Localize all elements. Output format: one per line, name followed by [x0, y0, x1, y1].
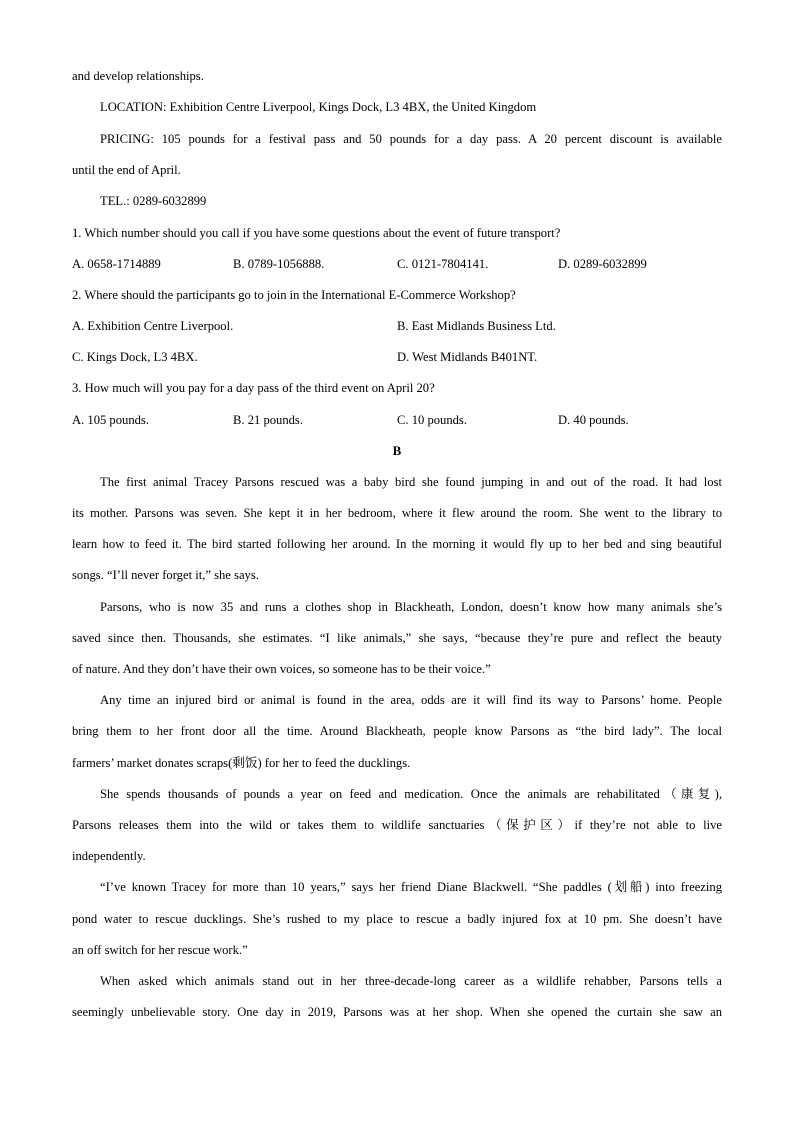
- event-pricing-line-1: PRICING: 105 pounds for a festival pass and 50 pounds for a day pass. A 20 percent discount is available: [100, 132, 722, 146]
- passage-b-line: pond water to rescue ducklings. She’s rushed to my place to rescue a badly injured fox at 10 pm. She doesn’t have: [72, 912, 722, 926]
- passage-b-line: The first animal Tracey Parsons rescued was a baby bird she found jumping in and out of the road. It had lost: [100, 475, 722, 489]
- passage-b-line: learn how to feed it. The bird started following her around. In the morning it would fly up to her bed and sing beautiful: [72, 537, 722, 551]
- passage-b-line: Any time an injured bird or animal is found in the area, odds are it will find its way to Parsons’ home. People: [100, 693, 722, 707]
- question-2-stem: 2. Where should the participants go to join in the International E-Commerce Workshop?: [72, 288, 516, 302]
- passage-a-continuation: and develop relationships.: [72, 69, 204, 83]
- question-1-option-c[interactable]: C. 0121-7804141.: [397, 257, 489, 271]
- event-location: LOCATION: Exhibition Centre Liverpool, Kings Dock, L3 4BX, the United Kingdom: [100, 100, 537, 114]
- passage-b-line: She spends thousands of pounds a year on feed and medication. Once the animals are rehabilitated（康复),: [100, 787, 722, 801]
- question-2-option-c[interactable]: C. Kings Dock, L3 4BX.: [72, 350, 198, 364]
- passage-b-line: Parsons, who is now 35 and runs a clothes shop in Blackheath, London, doesn’t know how many animals she’s: [100, 600, 722, 614]
- passage-b-line: bring them to her front door all the time. Around Blackheath, people know Parsons as “the bird lady”. The local: [72, 724, 722, 738]
- event-telephone: TEL.: 0289-6032899: [100, 194, 207, 208]
- question-3-option-b[interactable]: B. 21 pounds.: [233, 413, 303, 427]
- passage-b-line: When asked which animals stand out in her three-decade-long career as a wildlife rehabber, Parsons tells a: [100, 974, 722, 988]
- question-1-option-d[interactable]: D. 0289-6032899: [558, 257, 647, 271]
- event-pricing-line-2: until the end of April.: [72, 163, 181, 177]
- passage-b-line: independently.: [72, 849, 146, 863]
- question-3-stem: 3. How much will you pay for a day pass of the third event on April 20?: [72, 381, 435, 395]
- question-3-option-c[interactable]: C. 10 pounds.: [397, 413, 467, 427]
- question-1-option-a[interactable]: A. 0658-1714889: [72, 257, 161, 271]
- question-2-option-d[interactable]: D. West Midlands B401NT.: [397, 350, 538, 364]
- section-b-heading: B: [392, 443, 402, 458]
- passage-b-line: songs. “I’ll never forget it,” she says.: [72, 568, 259, 582]
- passage-b-line: its mother. Parsons was seven. She kept it in her bedroom, where it flew around the room. She went to the library to: [72, 506, 722, 520]
- question-1-stem: 1. Which number should you call if you have some questions about the event of future transport?: [72, 226, 561, 240]
- passage-b-line: “I’ve known Tracey for more than 10 years,” says her friend Diane Blackwell. “She paddles (划船) into freezing: [100, 880, 722, 894]
- question-1-option-b[interactable]: B. 0789-1056888.: [233, 257, 325, 271]
- passage-b-line: saved since then. Thousands, she estimates. “I like animals,” she says, “because they’re pure and reflect the beauty: [72, 631, 722, 645]
- question-2-option-b[interactable]: B. East Midlands Business Ltd.: [397, 319, 556, 333]
- question-2-option-a[interactable]: A. Exhibition Centre Liverpool.: [72, 319, 234, 333]
- passage-b-line: seemingly unbelievable story. One day in 2019, Parsons was at her shop. When she opened the curtain she saw an: [72, 1005, 722, 1019]
- passage-b-line: of nature. And they don’t have their own voices, so someone has to be their voice.”: [72, 662, 491, 676]
- passage-b-line: Parsons releases them into the wild or takes them to wildlife sanctuaries（保护区）if they’re not able to live: [72, 818, 722, 832]
- question-3-option-d[interactable]: D. 40 pounds.: [558, 413, 629, 427]
- passage-b-line: farmers’ market donates scraps(剩饭) for her to feed the ducklings.: [72, 756, 411, 770]
- question-3-option-a[interactable]: A. 105 pounds.: [72, 413, 149, 427]
- passage-b-line: an off switch for her rescue work.”: [72, 943, 248, 957]
